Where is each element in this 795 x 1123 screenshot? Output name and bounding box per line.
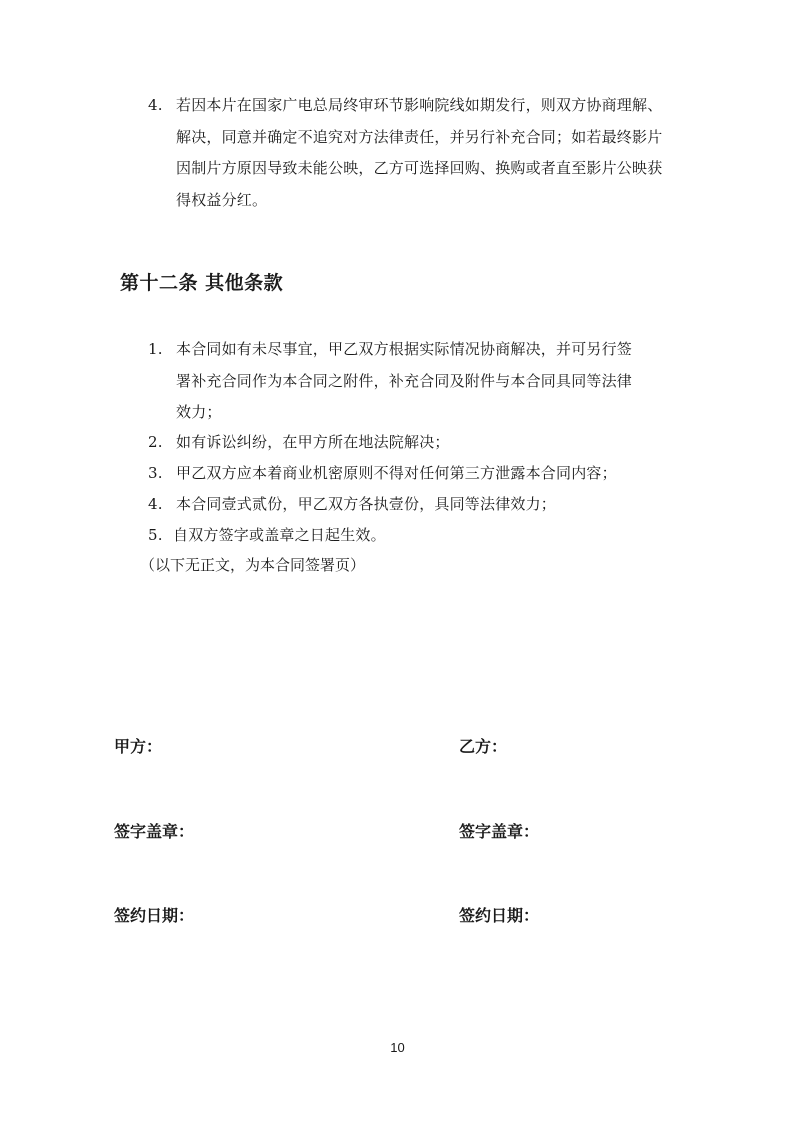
item-text-line: 如有诉讼纠纷，在甲方所在地法院解决； [176,433,450,451]
item-text-line: 解决，同意并确定不追究对方法律责任，并另行补充合同；如若最终影片 [176,127,663,146]
section-heading: 第十二条 其他条款 [120,272,284,294]
item-text-line: 署补充合同作为本合同之附件，补充合同及附件与本合同具同等法律 [176,371,633,390]
item-text-line: 本合同壹式贰份，甲乙双方各执壹份，具同等法律效力； [176,495,557,513]
item-text-line: 因制片方原因导致未能公映，乙方可选择回购、换购或者直至影片公映获 [176,159,663,177]
item-number: 2. [148,433,163,451]
no-further-text-remark: （以下无正文，为本合同签署页） [140,556,366,574]
item-number: 4. [148,495,163,513]
item-text-line: 自双方签字或盖章之日起生效。 [173,526,386,544]
clause-item-4 [148,489,556,521]
clause-item-1 [148,334,632,429]
clause-item-5 [148,520,386,552]
clause-item-3 [148,458,617,490]
party-a-seal-label: 签字盖章： [114,822,195,841]
party-b-date-label: 签约日期： [459,906,540,925]
clause-item-2 [148,427,450,459]
item-text-line: 得权益分红。 [176,190,268,209]
item-text-line: 本合同如有未尽事宜，甲乙双方根据实际情况协商解决，并可另行签 [176,340,633,358]
prev-section-item-4 [148,90,662,216]
party-a-date-label: 签约日期： [114,906,195,925]
item-text-line: 若因本片在国家广电总局终审环节影响院线如期发行，则双方协商理解、 [176,96,663,114]
item-number: 1. [148,340,163,358]
item-number: 3. [148,464,163,482]
page-number: 10 [390,1040,405,1055]
item-text-line: 效力； [176,403,222,421]
party-b-seal-label: 签字盖章： [459,822,540,841]
item-number: 5. [148,526,163,544]
item-number: 4. [148,96,163,114]
item-text-line: 甲乙双方应本着商业机密原则不得对任何第三方泄露本合同内容； [176,464,617,482]
party-a-label: 甲方： [114,737,163,756]
party-b-label: 乙方： [459,737,508,756]
